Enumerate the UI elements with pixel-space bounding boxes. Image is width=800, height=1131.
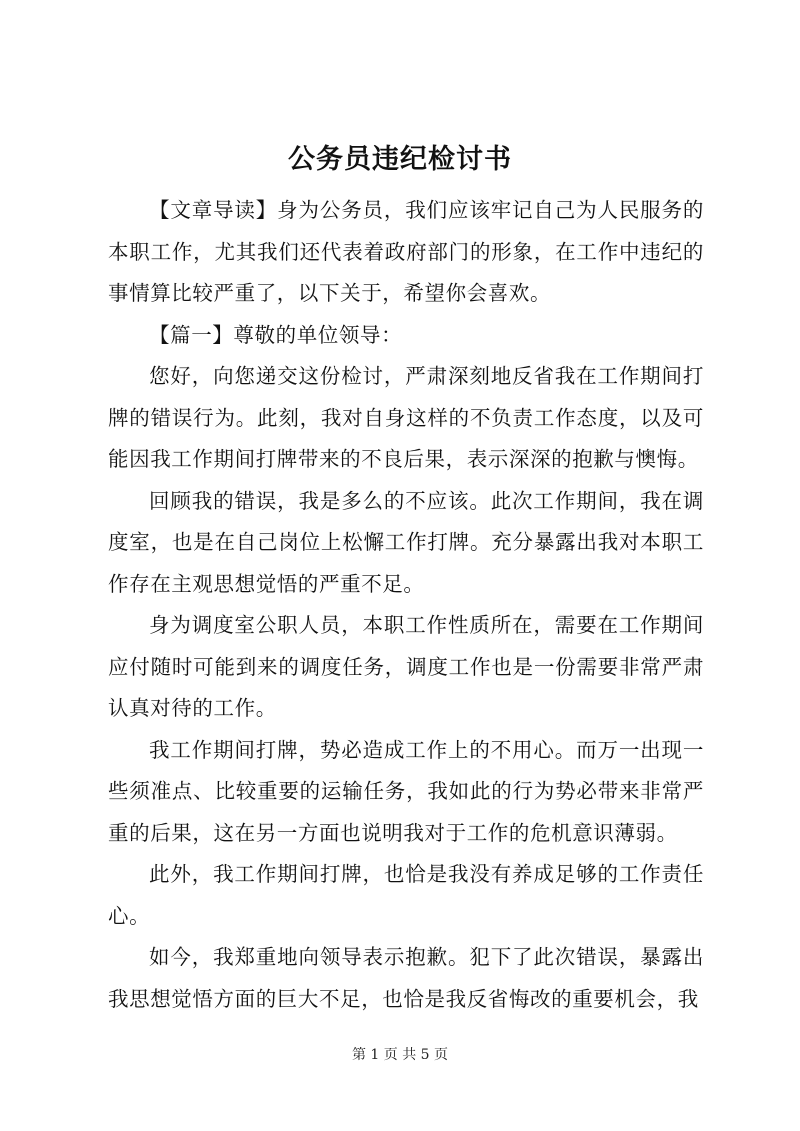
paragraph: 此外，我工作期间打牌，也恰是我没有养成足够的工作责任心。 (108, 862, 704, 928)
paragraph: 身为调度室公职人员，本职工作性质所在，需要在工作期间应付随时可能到来的调度任务，调度工作也是一份需要非常严肃认真对待的工作。 (108, 613, 704, 720)
paragraph: 如今，我郑重地向领导表示抱歉。犯下了此次错误，暴露出我思想觉悟方面的巨大不足，也恰是我反省悔改的重要机会，我 (108, 945, 704, 1011)
paragraph: 您好，向您递交这份检讨，严肃深刻地反省我在工作期间打牌的错误行为。此刻，我对自身这样的不负责工作态度，以及可能因我工作期间打牌带来的不良后果，表示深深的抱歉与懊悔。 (108, 364, 704, 471)
page-footer: 第 1 页 共 5 页 (351, 1047, 449, 1063)
document-body (108, 190, 704, 1020)
paragraph-salutation: 【篇一】尊敬的单位领导： (149, 322, 403, 347)
paragraph-intro: 【文章导读】身为公务员，我们应该牢记自己为人民服务的本职工作，尤其我们还代表着政府部门的形象，在工作中违纪的事情算比较严重了，以下关于，希望你会喜欢。 (108, 198, 704, 305)
paragraph: 回顾我的错误，我是多么的不应该。此次工作期间，我在调度室，也是在自己岗位上松懈工作打牌。充分暴露出我对本职工作存在主观思想觉悟的严重不足。 (108, 488, 704, 596)
paragraph: 我工作期间打牌，势必造成工作上的不用心。而万一出现一些须准点、比较重要的运输任务，我如此的行为势必带来非常严重的后果，这在另一方面也说明我对于工作的危机意识薄弱。 (108, 737, 704, 845)
page-title: 公务员违纪检讨书 (288, 144, 512, 175)
